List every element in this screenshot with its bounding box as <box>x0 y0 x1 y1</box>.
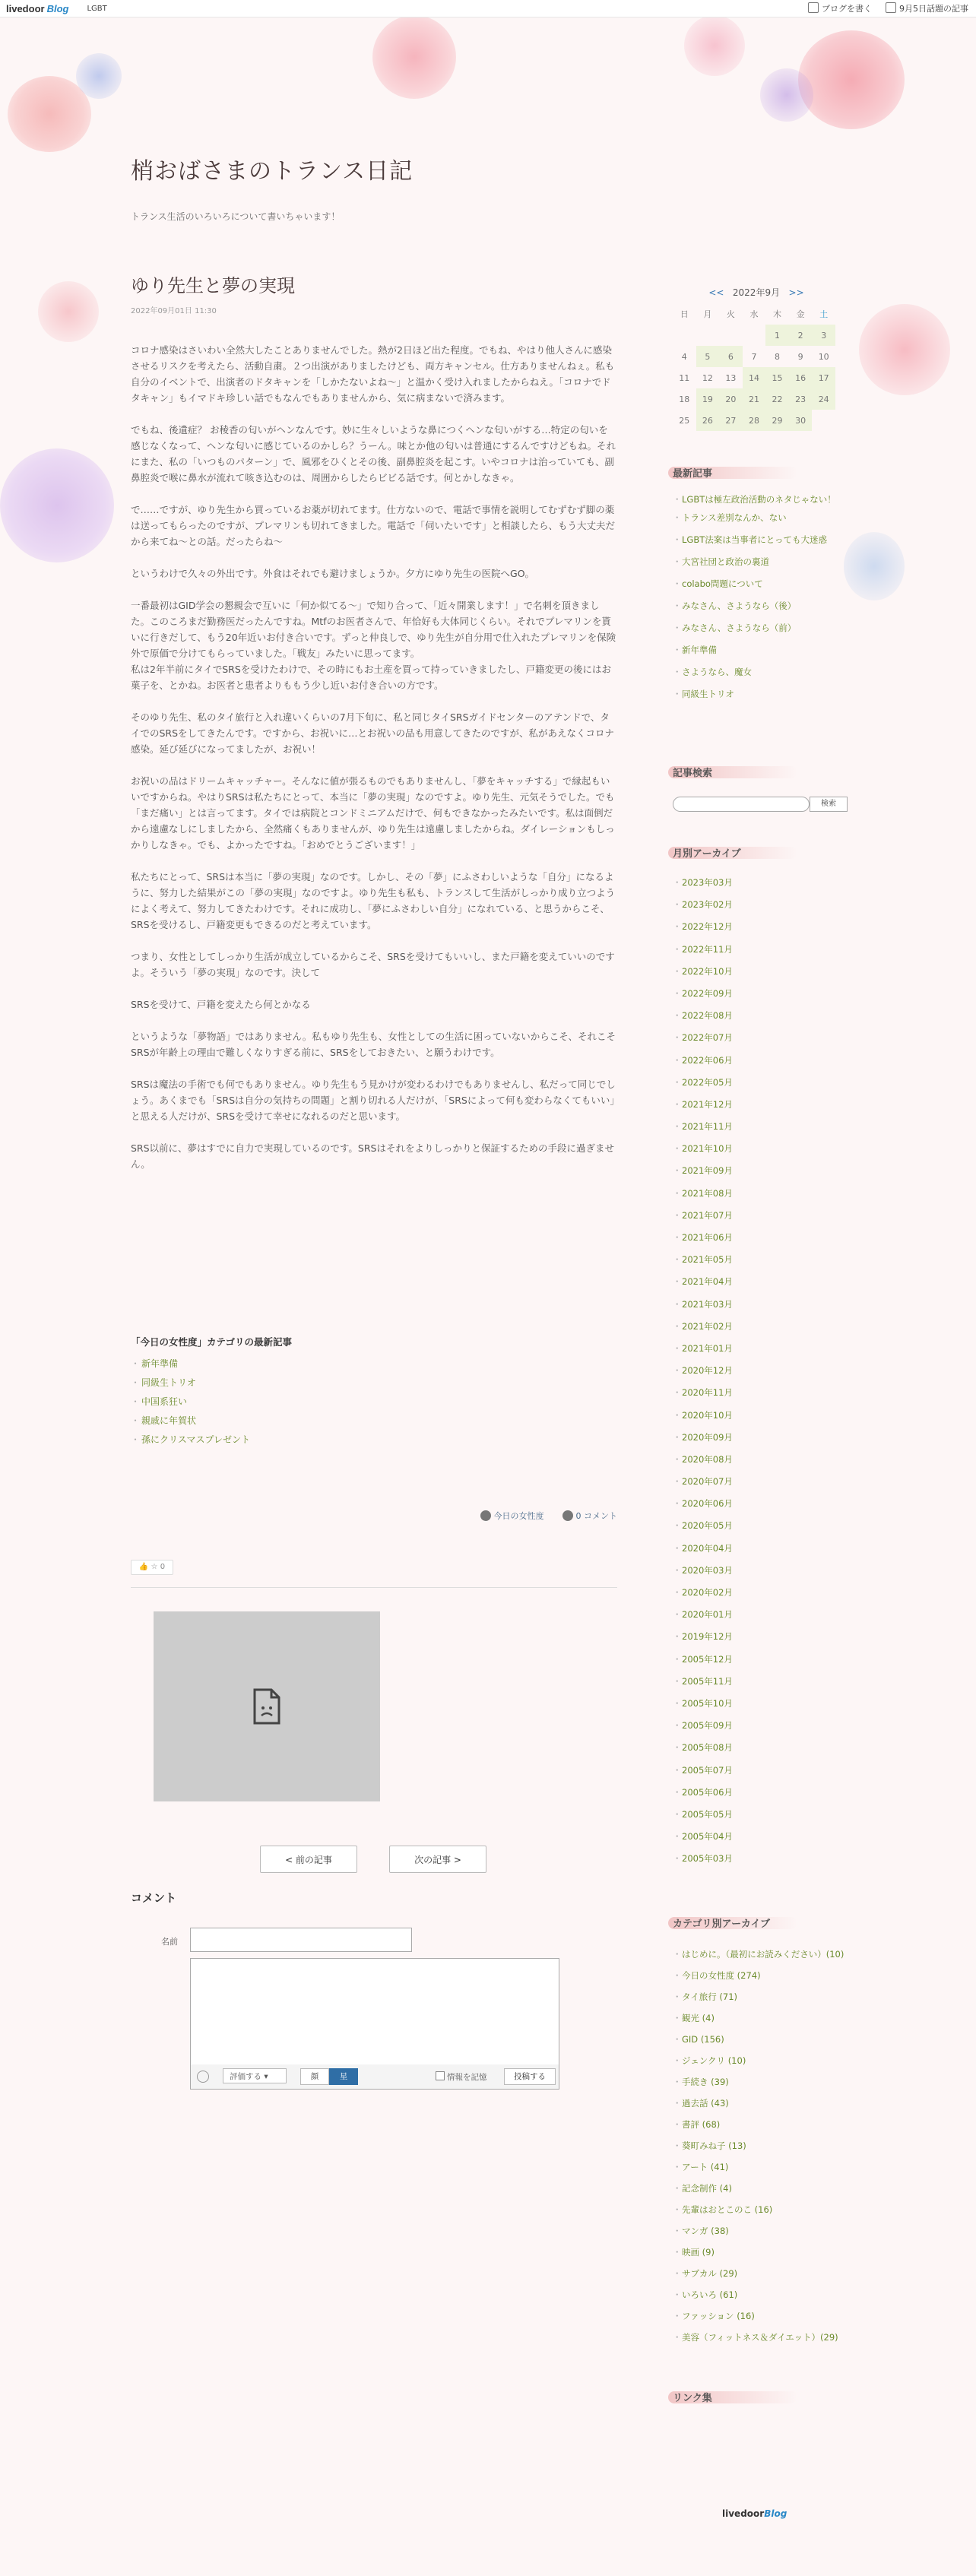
post-paragraph: お祝いの品はドリームキャッチャー。そんなに値が張るものでもありませんし、「夢をキャッチする」で縁起もいいですからね。やはりSRSは私たちにとって、本当に「夢の実現」なのですよ。ゆり先生、元気そうでした。でも「まだ痛い」とは言ってます。タイでは病院とコンドミニアムだけで、何もできなかったみたいです。私は面倒だから遠慮なしにしましたから、全然痛くもありませんが、ゆり先生は遠慮しましたからね。ダイレーションもしっかりしなきゃ。でも、よかったですね。「おめでとうございます！」 <box>131 775 615 851</box>
flower-decoration <box>0 448 114 562</box>
calendar-table <box>673 303 835 431</box>
calendar-prev[interactable]: << <box>708 287 724 298</box>
archive-item[interactable]: ・ 2022年07月 <box>682 1032 853 1044</box>
archive-item[interactable]: ・ 2005年05月 <box>682 1809 853 1820</box>
post-title[interactable]: ゆり先生と夢の実現 <box>131 275 295 296</box>
archive-item[interactable]: ・ 2020年11月 <box>682 1387 853 1399</box>
flower-decoration <box>38 281 99 342</box>
archive-item[interactable]: ・ 2021年08月 <box>682 1188 853 1199</box>
archive-item[interactable]: ・ 2020年01月 <box>682 1609 853 1621</box>
category-item[interactable]: ・ GID (156) <box>682 2034 853 2045</box>
mode-star-button[interactable]: 星 <box>329 2068 358 2085</box>
comments-heading: コメント <box>131 1891 177 1905</box>
calendar-day: 7 <box>751 351 757 362</box>
weekday-label: 水 <box>749 309 759 319</box>
calendar-day: 4 <box>681 351 687 362</box>
folder-icon <box>480 1510 491 1521</box>
comment-icon <box>562 1510 573 1521</box>
flower-decoration <box>798 30 905 129</box>
calendar-day: 18 <box>679 394 690 404</box>
archive-item[interactable]: ・ 2020年07月 <box>682 1476 853 1488</box>
livedoor-topbar <box>0 0 976 17</box>
rating-mode-toggle <box>300 2068 358 2083</box>
flower-decoration <box>372 15 456 99</box>
archive-item[interactable]: ・ 2020年02月 <box>682 1587 853 1599</box>
archive-item[interactable]: ・ 2005年06月 <box>682 1787 853 1798</box>
recent-posts-heading: 最新記事 <box>673 465 712 480</box>
archive-item[interactable]: ・ 2022年06月 <box>682 1055 853 1066</box>
weekday-label: 火 <box>726 309 735 319</box>
recent-post-item[interactable]: ・ みなさん、さようなら（前） <box>682 623 853 634</box>
archive-item[interactable]: ・ 2022年11月 <box>682 944 853 955</box>
flower-decoration <box>76 53 122 99</box>
archive-item[interactable]: ・ 2021年07月 <box>682 1210 853 1221</box>
prev-post-button[interactable]: < 前の記事 <box>260 1846 357 1873</box>
category-item[interactable]: ・ 記念制作 (4) <box>682 2183 853 2194</box>
calendar-day[interactable]: 5 <box>696 346 720 367</box>
recent-post-item[interactable]: ・ 同級生トリオ <box>682 689 853 700</box>
archive-item[interactable]: ・ 2005年04月 <box>682 1831 853 1842</box>
archive-item[interactable]: ・ 2021年05月 <box>682 1254 853 1266</box>
archive-item[interactable]: ・ 2005年12月 <box>682 1654 853 1665</box>
weekday-label: 月 <box>703 309 712 319</box>
archive-item[interactable]: ・ 2021年04月 <box>682 1276 853 1288</box>
smiley-icon[interactable] <box>197 2071 209 2083</box>
category-item[interactable]: ・ 手続き (39) <box>682 2077 853 2088</box>
category-item[interactable]: ・ いろいろ (61) <box>682 2289 853 2301</box>
post-paragraph: SRSを受けて、戸籍を変えたら何とかなる <box>131 999 311 1010</box>
recent-post-item[interactable]: ・ colabo問題について <box>682 578 853 590</box>
category-item[interactable]: ・ 美容（フィットネス＆ダイエット）(29) <box>682 2332 853 2343</box>
post-paragraph: で……ですが、ゆり先生から買っているお薬が切れてます。仕方ないので、電話で事情を説明してむずむず脚の薬は送ってもらったのですが、プレマリンも切れてきました。電話で「伺いたいです」と相談したら、もう大丈夫だから来てね～との話。だったらね～ <box>131 504 616 547</box>
calendar-day[interactable]: 29 <box>765 410 789 431</box>
calendar-month: 2022年9月 <box>732 287 781 298</box>
weekday-label: 金 <box>796 309 805 319</box>
divider <box>131 1587 617 1588</box>
recent-post-item[interactable]: ・ トランス差別なんか、ない <box>682 512 853 524</box>
category-latest-item[interactable]: ・ 孫にクリスマスプレゼント <box>141 1431 292 1450</box>
flower-decoration <box>684 15 745 76</box>
category-archive-heading: カテゴリ別アーカイブ <box>673 1915 770 1930</box>
category-latest-posts <box>131 1335 292 1450</box>
category-item[interactable]: ・ タイ旅行 (71) <box>682 1991 853 2003</box>
post-date: 2022年09月01日 11:30 <box>131 307 217 315</box>
calendar-day: 10 <box>818 351 829 362</box>
post-paragraph: つまり、女性としてしっかり生活が成立しているからこそ、SRSを受けてもいいし、また戸籍を変えていいのですよ。そういう「夢の実現」なのです。決して <box>131 951 615 978</box>
archive-item[interactable]: ・ 2020年10月 <box>682 1410 853 1421</box>
archive-item[interactable]: ・ 2021年09月 <box>682 1165 853 1177</box>
calendar-day[interactable]: 28 <box>743 410 766 431</box>
calendar-day <box>696 325 720 346</box>
recent-post-item[interactable]: ・ 新年準備 <box>682 645 853 656</box>
post-paragraph: でもね、後遺症？ お稜香の匂いがヘンなんです。妙に生々しいような鼻につくヘンな匂いがする…特定の匂いを感じなくなって、ヘンな匂いに感じているのかしら？うーん。味とか他の匂いは普通にするんですけどもね。それにまた、私の「いつものパターン」で、風邪をひくとその後、副鼻腔炎を起こす。いやコロナは治っていても、副鼻腔炎で喉に鼻水が流れて咳き込むのは、周囲からしたらビビる話です。何とかしなきゃ。 <box>131 424 616 483</box>
calendar-day[interactable]: 30 <box>789 410 813 431</box>
category-latest-item[interactable]: ・ 新年準備 <box>141 1355 292 1374</box>
calendar-day[interactable]: 6 <box>719 346 743 367</box>
calendar-day[interactable]: 26 <box>696 410 720 431</box>
archive-item[interactable]: ・ 2021年02月 <box>682 1321 853 1332</box>
post-body <box>131 342 617 1188</box>
comment-name-label: 名前 <box>161 1937 178 1947</box>
calendar-day[interactable]: 1 <box>765 325 789 346</box>
weekday-label: 土 <box>819 309 829 319</box>
calendar-day: 11 <box>679 372 690 383</box>
write-blog-link[interactable]: ブログを書く <box>808 2 872 14</box>
archive-item[interactable]: ・ 2021年12月 <box>682 1099 853 1111</box>
post-paragraph: 一番最初はGID学会の懇親会で互いに「何か似てる～」で知り合って、「近々開業します！」で名刺を頂きました。このころまだ勤務医だったんですね。Mtfのお医者さんで、年恰好も大体同じくらい。それでプレマリンを貰いに行きだして、もう20年近いお付き合いです。ずっと仲良しで、ゆり先生が自分用で仕入れたプレマリンを保険外で原価で分けてもらっていました。「戦友」みたいに思ってます。 私は2年半前にタイでSRSを受けたわけで、その時にもお土産を買って持っていきましたし、戸籍変更の後にはお菓子を、とかね。お医者と患者よりももう少し近いお付き合いの方です。 <box>131 600 616 691</box>
blog-title[interactable]: 梢おばさまのトランス日記 <box>131 158 414 185</box>
blog-description: トランス生活のいろいろについて書いちゃいます！ <box>131 211 341 222</box>
calendar-day[interactable]: 14 <box>743 367 766 388</box>
calendar-day: 12 <box>702 372 713 383</box>
calendar-day <box>673 325 696 346</box>
archive-heading: 月別アーカイブ <box>673 845 741 860</box>
calendar-next[interactable]: >> <box>788 287 804 298</box>
calendar-day[interactable]: 19 <box>696 388 720 410</box>
archive-item[interactable]: ・ 2021年10月 <box>682 1143 853 1155</box>
archive-item[interactable]: ・ 2021年11月 <box>682 1121 853 1133</box>
pencil-icon <box>808 2 819 13</box>
calendar-day <box>812 410 835 431</box>
calendar-day[interactable]: 21 <box>743 388 766 410</box>
post-paragraph: コロナ感染はさいわい全然大したことありませんでした。熱が2日ほど出た程度。でもね、やはり他人さんに感染させるリスクを考えたら、活動自粛。２つ出演がありましたけども、両方キャンセル。仕方ありませんねぇ。私も自分のイベントで、出演者のドタキャンを「しかたないよね～」と温かく受け入れましたからねえ。「コロナでドタキャン」もイマドキ珍しい話でもなんでもありませんから、気に病まないで済みます。 <box>131 344 615 404</box>
calendar-day[interactable]: 16 <box>789 367 813 388</box>
calendar-icon <box>886 2 896 13</box>
category-item[interactable]: ・ 観光 (4) <box>682 2013 853 2024</box>
topbar-tag[interactable]: LGBT <box>87 4 107 13</box>
category-latest-item[interactable]: ・ 中国系狂い <box>141 1393 292 1412</box>
category-item[interactable]: ・ マンガ (38) <box>682 2226 853 2237</box>
weekday-label: 木 <box>773 309 782 319</box>
recent-posts-list <box>673 494 853 700</box>
post-paragraph: そのゆり先生、私のタイ旅行と入れ違いくらいの7月下旬に、私と同じタイSRSガイドセンターのアテンドで、タイでのSRSをしてきたんです。ですから、お祝いに…とお祝いの品も用意してきたのですが、私があえなくコロナ感染。延び延びになってましたが、お祝い！ <box>131 711 615 755</box>
post-category-link[interactable]: 今日の女性度 <box>480 1510 544 1522</box>
flower-decoration <box>844 532 905 600</box>
like-button[interactable]: 👍 ☆ 0 <box>131 1560 173 1575</box>
calendar-day[interactable]: 27 <box>719 410 743 431</box>
recent-post-item[interactable]: ・ みなさん、さようなら（後） <box>682 600 853 612</box>
archive-item[interactable]: ・ 2020年06月 <box>682 1498 853 1510</box>
archive-item[interactable]: ・ 2020年03月 <box>682 1565 853 1576</box>
archive-item[interactable]: ・ 2020年08月 <box>682 1454 853 1465</box>
category-item[interactable]: ・ 書評 (68) <box>682 2119 853 2131</box>
archive-item[interactable]: ・ 2020年12月 <box>682 1365 853 1377</box>
archive-item[interactable]: ・ 2020年09月 <box>682 1432 853 1443</box>
trending-link[interactable]: 9月5日話題の記事 <box>886 2 968 14</box>
calendar-day[interactable]: 22 <box>765 388 789 410</box>
calendar-day: 13 <box>725 372 737 383</box>
recent-post-item[interactable]: ・ 大宮社団と政治の裏道 <box>682 556 853 568</box>
archive-item[interactable]: ・ 2019年12月 <box>682 1631 853 1643</box>
recent-post-item[interactable]: ・ LGBT法案は当事者にとっても大迷惑 <box>682 534 853 546</box>
post-paragraph: SRS以前に、夢はすでに自力で実現しているのです。SRSはそれをよりしっかりと保証するための手段に過ぎません。 <box>131 1142 614 1170</box>
category-item[interactable]: ・ サブカル (29) <box>682 2268 853 2280</box>
calendar-day[interactable]: 3 <box>812 325 835 346</box>
category-item[interactable]: ・ 過去話 (43) <box>682 2098 853 2109</box>
comment-toolbar <box>190 2064 559 2090</box>
calendar-widget <box>673 286 840 431</box>
links-heading: リンク集 <box>673 2390 712 2404</box>
archive-item[interactable]: ・ 2022年10月 <box>682 966 853 977</box>
archive-item[interactable]: ・ 2021年03月 <box>682 1299 853 1310</box>
calendar-day <box>719 325 743 346</box>
post-paragraph: というような「夢物語」ではありません。私もゆり先生も、女性としての生活に困っていないからこそ、それこそSRSが年齢上の理由で難しくなりすぎる前に、SRSをしておきたい、と願うわけです。 <box>131 1031 616 1058</box>
archive-item[interactable]: ・ 2005年08月 <box>682 1742 853 1754</box>
search-heading: 記事検索 <box>673 765 712 779</box>
post-paragraph: というわけで久々の外出です。外食はそれでも避けましょうか。夕方にゆり先生の医院へGO。 <box>131 568 535 579</box>
broken-image-icon <box>252 1688 282 1725</box>
category-item[interactable]: ・ ファッション (16) <box>682 2311 853 2322</box>
calendar-day <box>743 325 766 346</box>
archive-item[interactable]: ・ 2022年05月 <box>682 1077 853 1088</box>
calendar-day: 9 <box>797 351 803 362</box>
archive-item[interactable]: ・ 2022年12月 <box>682 921 853 933</box>
category-item[interactable]: ・ はじめに。（最初にお読みください）(10) <box>682 1949 853 1960</box>
calendar-day[interactable]: 2 <box>789 325 813 346</box>
category-latest-heading: 「今日の女性度」カテゴリの最新記事 <box>131 1336 293 1348</box>
remember-checkbox[interactable]: 情報を記憶 <box>436 2071 487 2083</box>
archive-item[interactable]: ・ 2020年04月 <box>682 1543 853 1554</box>
comment-body-textarea[interactable] <box>190 1958 559 2066</box>
calendar-day: 8 <box>775 351 781 362</box>
calendar-day[interactable]: 23 <box>789 388 813 410</box>
archive-item[interactable]: ・ 2005年07月 <box>682 1765 853 1776</box>
post-meta <box>480 1510 618 1522</box>
archive-item[interactable]: ・ 2005年03月 <box>682 1853 853 1865</box>
next-post-button[interactable]: 次の記事 > <box>389 1846 486 1873</box>
archive-item[interactable]: ・ 2020年05月 <box>682 1520 853 1532</box>
archive-item[interactable]: ・ 2021年06月 <box>682 1232 853 1244</box>
category-list <box>673 1949 853 2353</box>
post-paragraph: SRSは魔法の手術でも何でもありません。ゆり先生もう見かけが変わるわけでもありませんし、私だって同じでしょう。あくまでも「SRSは自分の気持ちの問題」と割り切れる人だけが、「SRSによって何も変わらなくてもいい」と思える人だけが、SRSを受けて幸せになれるのだと思います。 <box>131 1079 616 1122</box>
category-latest-item[interactable]: ・ 親戚に年賀状 <box>141 1412 292 1431</box>
archive-item[interactable]: ・ 2021年01月 <box>682 1343 853 1355</box>
search-button[interactable]: 検索 <box>810 797 848 812</box>
footer-livedoor-logo[interactable]: livedoorBlog <box>722 2508 787 2519</box>
category-item[interactable]: ・ 先輩はおとこのこ (16) <box>682 2204 853 2216</box>
archive-item[interactable]: ・ 2023年03月 <box>682 877 853 889</box>
rating-select[interactable]: 評価する ▾ <box>223 2068 287 2083</box>
calendar-day[interactable]: 20 <box>719 388 743 410</box>
weekday-label: 日 <box>680 309 689 319</box>
category-item[interactable]: ・ ジェンクリ (10) <box>682 2055 853 2067</box>
archive-item[interactable]: ・ 2005年10月 <box>682 1698 853 1709</box>
mode-face-button[interactable]: 顔 <box>300 2068 329 2085</box>
post-comments-link[interactable]: 0 コメント <box>562 1510 618 1522</box>
search-input[interactable] <box>673 797 810 812</box>
recent-post-item[interactable]: ・ さようなら、魔女 <box>682 667 853 678</box>
archive-item[interactable]: ・ 2005年09月 <box>682 1720 853 1732</box>
livedoor-logo[interactable]: livedoor Blog <box>6 2 69 14</box>
calendar-day[interactable]: 17 <box>812 367 835 388</box>
archive-item[interactable]: ・ 2022年08月 <box>682 1010 853 1022</box>
category-item[interactable]: ・ 映画 (9) <box>682 2247 853 2258</box>
archive-item[interactable]: ・ 2022年09月 <box>682 988 853 1000</box>
calendar-day[interactable]: 15 <box>765 367 789 388</box>
recent-post-item[interactable]: ・ LGBTは極左政治活動のネタじゃない！ <box>682 494 853 505</box>
comment-name-input[interactable] <box>190 1928 412 1952</box>
category-item[interactable]: ・ 今日の女性度 (274) <box>682 1970 853 1982</box>
post-paragraph: 私たちにとって、SRSは本当に「夢の実現」なのです。しかし、その「夢」にふさわしいような「自分」になるように、努力した結果がこの「夢の実現」なのですよ。ゆり先生も私も、トランスして生活がしっかり成り立つようによく考えて、努力してきたわけです。それに成功し、「夢にふさわしい自分」になれている、と思うからこそ、SRSを受けるし、戸籍変更もできるのだと考えています。 <box>131 871 616 930</box>
calendar-day[interactable]: 24 <box>812 388 835 410</box>
category-item[interactable]: ・ 葵町みね子 (13) <box>682 2140 853 2152</box>
flower-decoration <box>859 304 950 395</box>
archive-list <box>673 877 853 1875</box>
related-image-placeholder[interactable] <box>154 1611 380 1801</box>
category-item[interactable]: ・ アート (41) <box>682 2162 853 2173</box>
archive-item[interactable]: ・ 2005年11月 <box>682 1676 853 1687</box>
submit-comment-button[interactable]: 投稿する <box>504 2068 556 2085</box>
calendar-day: 25 <box>679 415 690 426</box>
calendar-header <box>673 286 840 299</box>
category-latest-item[interactable]: ・ 同級生トリオ <box>141 1374 292 1393</box>
archive-item[interactable]: ・ 2023年02月 <box>682 899 853 911</box>
flower-decoration <box>760 68 813 122</box>
